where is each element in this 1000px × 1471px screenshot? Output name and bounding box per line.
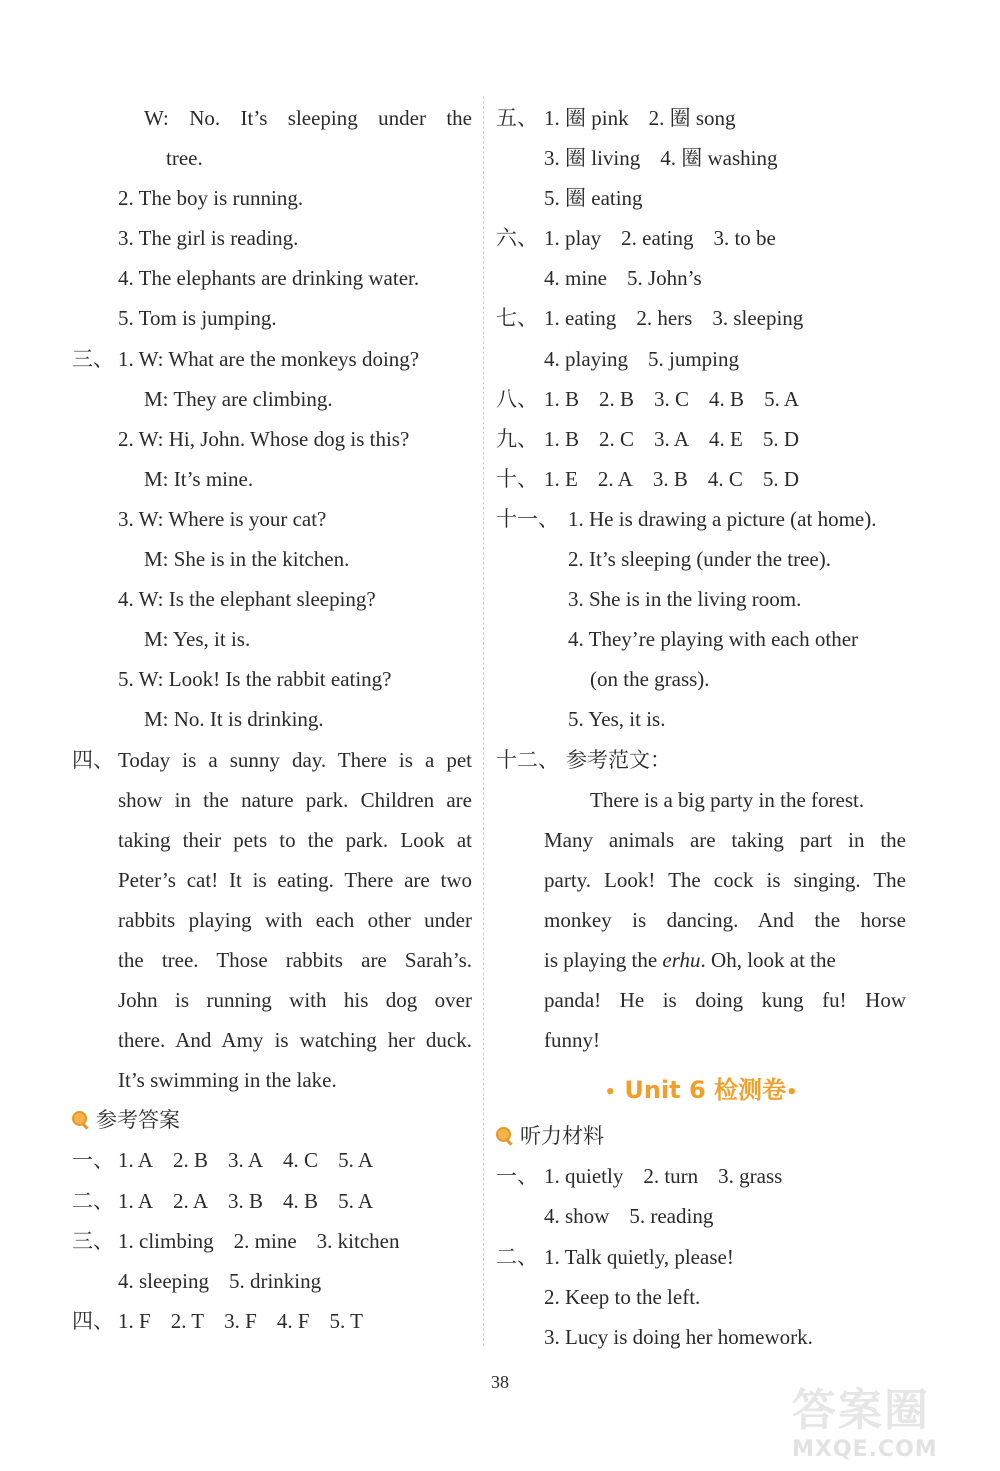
answer-row: 4. mine 5. John’s [544,266,702,291]
unit-title: • Unit 6 检测卷• [604,1076,798,1105]
essay-line: monkey is dancing. And the horse [544,907,906,932]
magnifier-icon [72,1111,90,1129]
answers-heading: 参考答案 [72,1100,472,1140]
answer-row: 六、 1. play 2. eating 3. to be [496,226,776,251]
text-line: 5. Yes, it is. [568,707,666,732]
question-line: 三、 1. W: What are the monkeys doing? [72,339,472,379]
text-line: W: No. It’s sleeping under the [144,106,472,130]
text-line: M: They are climbing. [144,386,333,411]
listening-heading: 听力材料 [496,1116,906,1156]
essay-line: party. Look! The cock is singing. The [544,867,906,892]
text-line: tree. [166,146,203,171]
essay-title: 参考范文： [566,747,671,772]
text-line: 4. The elephants are drinking water. [118,266,420,291]
text-line: there. And Amy is watching her duck. [118,1028,472,1053]
answer-row: 一、 1. A 2. B 3. A 4. C 5. A [72,1148,374,1173]
answer-row: 十、 1. E 2. A 3. B 4. C 5. D [496,466,800,491]
answer-row: 三、 1. climbing 2. mine 3. kitchen [72,1228,400,1253]
text-line: M: Yes, it is. [144,627,251,652]
question-line: 四、 Today is a sunny day. There is a pet [72,740,472,780]
question-label: 十一、 [496,506,559,531]
essay-line: There is a big party in the forest. [590,787,865,812]
answer-row: 五、 1. 圈 pink 2. 圈 song [496,106,736,130]
answer-row: 4. show 5. reading [544,1204,714,1229]
text-line: the tree. Those rabbits are Sarah’s. [118,947,472,972]
text-line: M: It’s mine. [144,466,254,491]
text-line: M: She is in the kitchen. [144,547,350,572]
text-line: show in the nature park. Children are [118,787,472,812]
right-column [496,98,906,1357]
answer-row: 七、 1. eating 2. hers 3. sleeping [496,306,804,331]
text-line: 2. The boy is running. [118,186,304,211]
text-line: 3. The girl is reading. [118,226,299,251]
text-line: 5. W: Look! Is the rabbit eating? [118,667,392,692]
text-line: 3. W: Where is your cat? [118,506,327,531]
watermark-logo: 答案圈 MXQE.COM [792,1385,938,1462]
page-number: 38 [491,1372,509,1392]
question-label: 十二、 [496,747,559,772]
answer-row: 3. 圈 living 4. 圈 washing [544,146,778,171]
text-line: rabbits playing with each other under [118,907,472,932]
essay-line: panda! He is doing kung fu! How [544,988,906,1013]
question-line [496,740,906,780]
text-line: taking their pets to the park. Look at [118,827,472,852]
magnifier-icon [496,1127,514,1145]
question-label: 三、 [72,346,114,371]
text-line: 4. W: Is the elephant sleeping? [118,587,376,612]
answer-row: 二、 1. A 2. A 3. B 4. B 5. A [72,1188,374,1213]
text-line: (on the grass). [590,667,710,692]
text-line: It’s swimming in the lake. [118,1068,337,1093]
question-line: 十一、 1. He is drawing a picture (at home). [496,499,906,539]
essay-line: Many animals are taking part in the [544,827,906,852]
text-line: Peter’s cat! It is eating. There are two [118,867,472,892]
text-line: 4. They’re playing with each other [568,627,859,652]
text-line: 2. W: Hi, John. Whose dog is this? [118,426,410,451]
answer-row: 4. sleeping 5. drinking [118,1268,322,1293]
answer-row: 四、 1. F 2. T 3. F 4. F 5. T [72,1308,363,1333]
left-column [72,98,472,1341]
text-line: 2. It’s sleeping (under the tree). [568,547,831,572]
text-line: M: No. It is drinking. [144,707,324,732]
answer-row: 2. Keep to the left. [544,1284,701,1309]
answer-row: 二、 1. Talk quietly, please! [496,1244,734,1269]
text-line: John is running with his dog over [118,988,472,1013]
answer-row: 一、 1. quietly 2. turn 3. grass [496,1164,783,1189]
answer-row: 八、 1. B 2. B 3. C 4. B 5. A [496,386,800,411]
question-label: 四、 [72,747,114,772]
answer-row: 5. 圈 eating [544,186,643,211]
text-line: 5. Tom is jumping. [118,306,277,331]
column-divider [483,96,484,1346]
essay-line: is playing the erhu . Oh, look at the [544,947,836,972]
answer-row: 3. Lucy is doing her homework. [544,1324,813,1349]
answer-row: 九、 1. B 2. C 3. A 4. E 5. D [496,426,800,451]
answer-row: 4. playing 5. jumping [544,346,740,371]
essay-line: funny! [544,1028,600,1053]
text-line: 3. She is in the living room. [568,587,802,612]
